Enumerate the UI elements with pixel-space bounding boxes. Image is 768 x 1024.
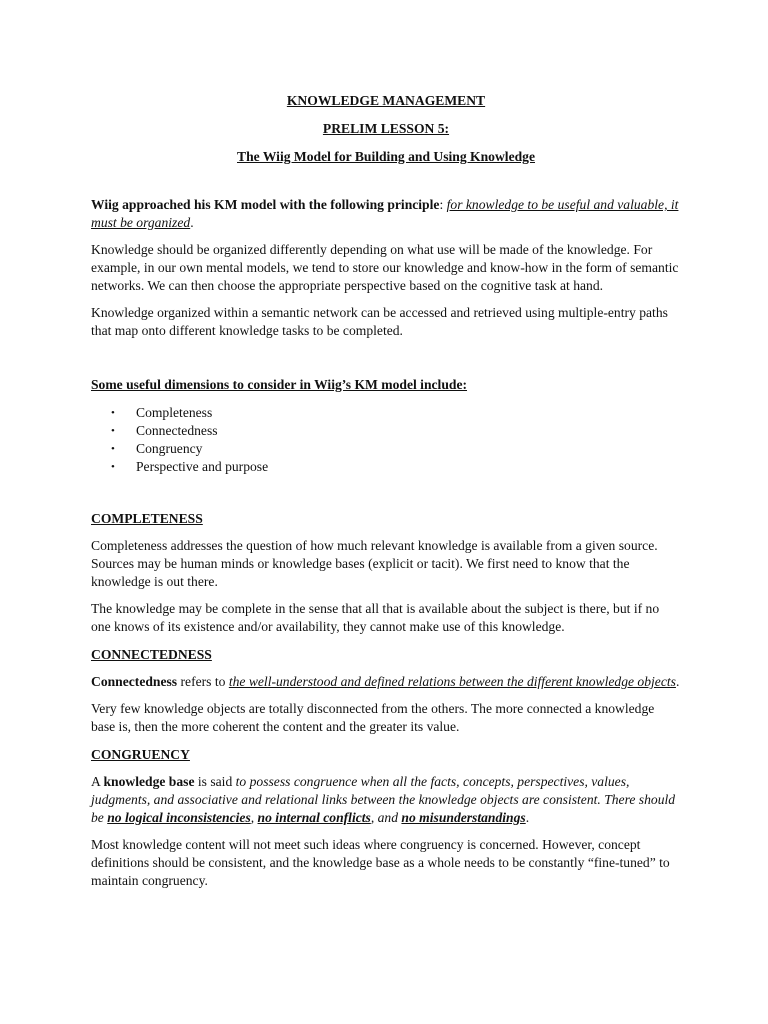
dimensions-heading: Some useful dimensions to consider in Wiig’s KM model include: [91,377,468,392]
congruency-paragraph-1 [91,773,681,827]
list-item-label: Connectedness [136,423,218,438]
congruency-is-said: is said [194,774,236,789]
congruency-term-2: no internal conflicts [257,810,371,825]
list-item-label: Completeness [136,405,213,420]
congruency-heading: CONGRUENCY [91,747,190,762]
bullet-icon: • [111,407,115,419]
document-title: KNOWLEDGE MANAGEMENT [286,93,486,108]
congruency-italic-text: to possess congruence when all the facts, concepts, perspectives, values, judgments, and associative and relational links between the knowledge objects are consistent. There should be [91,774,676,825]
connectedness-paragraph-1 [91,673,681,691]
list-item-label: Congruency [136,441,203,456]
principle-colon: : [439,197,447,212]
connectedness-end: . [675,674,680,689]
intro-paragraph-1: Knowledge should be organized differently depending on what use will be made of the knowledge. For example, in our own mental models, we tend to store our knowledge and know-how in the form of semantic networks. We can then choose the appropriate perspective based on the cognitive task at hand. [91,242,679,293]
list-item [91,422,681,440]
principle-end: . [190,215,194,230]
completeness-paragraph-2: The knowledge may be complete in the sense that all that is available about the subject is there, but if no one knows of its existence and/or availability, they cannot make use of this knowledge. [91,601,660,634]
congruency-sep-2: , and [370,810,402,825]
bullet-icon: • [111,443,115,455]
lesson-subtitle: The Wiig Model for Building and Using Knowledge [237,149,535,164]
dimensions-list [91,404,681,476]
principle-quote: for knowledge to be useful and valuable, it must be organized [91,197,679,230]
lesson-heading: PRELIM LESSON 5: [322,121,450,136]
connectedness-heading: CONNECTEDNESS [91,647,212,662]
principle-lead: Wiig approached his KM model with the following principle [91,197,440,212]
list-item [91,404,681,422]
list-item [91,458,681,476]
principle-paragraph [91,196,681,232]
connectedness-paragraph-2: Very few knowledge objects are totally disconnected from the others. The more connected a knowledge base is, then the more coherent the content and the greater its value. [91,701,655,734]
congruency-a: A [91,774,104,789]
congruency-kb: knowledge base [103,774,195,789]
congruency-end: . [525,810,530,825]
bullet-icon: • [111,461,115,473]
connectedness-mid: refers to [177,674,229,689]
completeness-paragraph-1: Completeness addresses the question of how much relevant knowledge is available from a given source. Sources may be human minds or knowledge bases (explicit or tacit). We first need to know that the knowledge is out there. [91,538,658,589]
bullet-icon: • [111,425,115,437]
congruency-sep-1: , [250,810,258,825]
intro-paragraph-2: Knowledge organized within a semantic network can be accessed and retrieved using multiple-entry paths that map onto different knowledge tasks to be completed. [91,305,668,338]
congruency-paragraph-2: Most knowledge content will not meet such ideas where congruency is concerned. However, concept definitions should be consistent, and the knowledge base as a whole needs to be constantly “fine-tuned” to maintain congruency. [91,837,670,888]
connectedness-lead: Connectedness [91,674,178,689]
list-item-label: Perspective and purpose [136,459,269,474]
list-item [91,440,681,458]
completeness-heading: COMPLETENESS [91,511,203,526]
congruency-term-1: no logical inconsistencies [107,810,251,825]
connectedness-quote: the well-understood and defined relations between the different knowledge objects [228,674,676,689]
congruency-term-3: no misunderstandings [401,810,526,825]
document-page [91,92,681,890]
